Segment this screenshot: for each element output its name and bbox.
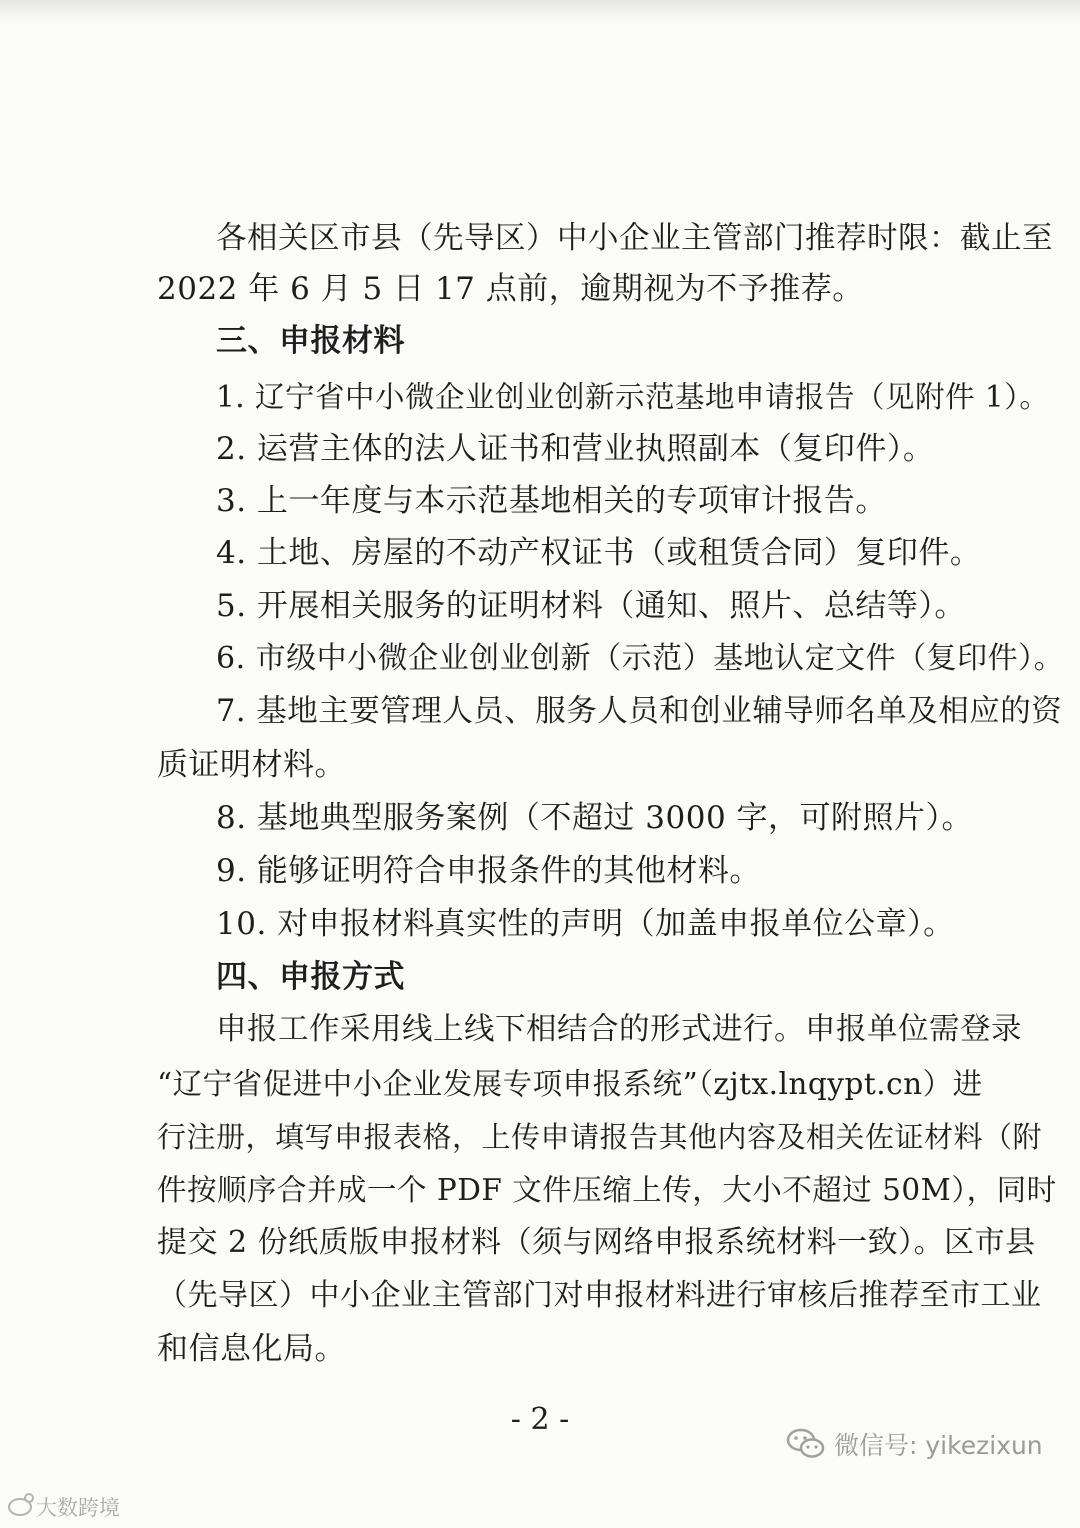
- paragraph-line-2: 2022 年 6 月 5 日 17 点前，逾期视为不予推荐。: [157, 271, 864, 307]
- paragraph-line-4: “辽宁省促进中小企业发展专项申报系统”（zjtx.lnqypt.cn）进: [157, 1067, 983, 1101]
- list-item-3: 3. 上一年度与本示范基地相关的专项审计报告。: [216, 483, 887, 519]
- paragraph-line-1: 各相关区市县（先导区）中小企业主管部门推荐时限：截止至: [216, 221, 1053, 256]
- wechat-watermark: [786, 1424, 1043, 1464]
- wechat-id-text: 微信号: yikezixun: [834, 1431, 1043, 1460]
- wechat-icon: [786, 1427, 826, 1461]
- list-item-1: 1. 辽宁省中小微企业创业创新示范基地申请报告（见附件 1）。: [216, 380, 1050, 414]
- list-item-5: 5. 开展相关服务的证明材料（通知、照片、总结等）。: [216, 588, 966, 624]
- brand-text: 大数跨境: [36, 1496, 120, 1520]
- section-heading-3: 三、申报材料: [216, 323, 405, 359]
- paragraph-line-8: （先导区）中小企业主管部门对申报材料进行审核后推荐至市工业: [157, 1278, 1042, 1313]
- list-item-7: 7. 基地主要管理人员、服务人员和创业辅导师名单及相应的资: [216, 694, 1063, 729]
- paragraph-line-6: 件按顺序合并成一个 PDF 文件压缩上传，大小不超过 50M），同时: [157, 1173, 1057, 1207]
- paragraph-line-7: 提交 2 份纸质版申报材料（须与网络申报系统材料一致）。区市县: [157, 1225, 1036, 1260]
- paragraph-line-5: 行注册，填写申报表格，上传申请报告其他内容及相关佐证材料（附: [157, 1120, 1043, 1154]
- list-item-4: 4. 土地、房屋的不动产权证书（或租赁合同）复印件。: [216, 535, 982, 571]
- section-heading-4: 四、申报方式: [216, 959, 405, 995]
- list-item-6: 6. 市级中小微企业创业创新（示范）基地认定文件（复印件）。: [216, 641, 1065, 676]
- logo-icon: [8, 1498, 32, 1516]
- list-item-10: 10. 对申报材料真实性的声明（加盖申报单位公章）。: [216, 906, 955, 942]
- list-item-2: 2. 运营主体的法人证书和营业执照副本（复印件）。: [216, 431, 935, 467]
- list-item-9: 9. 能够证明符合申报条件的其他材料。: [216, 853, 761, 889]
- brand-watermark: [8, 1492, 120, 1522]
- list-item-8: 8. 基地典型服务案例（不超过 3000 字，可附照片）。: [216, 800, 974, 836]
- paragraph-line-3: 申报工作采用线上线下相结合的形式进行。申报单位需登录: [216, 1012, 1022, 1047]
- list-item-7-continued: 质证明材料。: [157, 747, 346, 783]
- page-number: - 2 -: [510, 1402, 570, 1437]
- paragraph-line-9: 和信息化局。: [157, 1331, 346, 1367]
